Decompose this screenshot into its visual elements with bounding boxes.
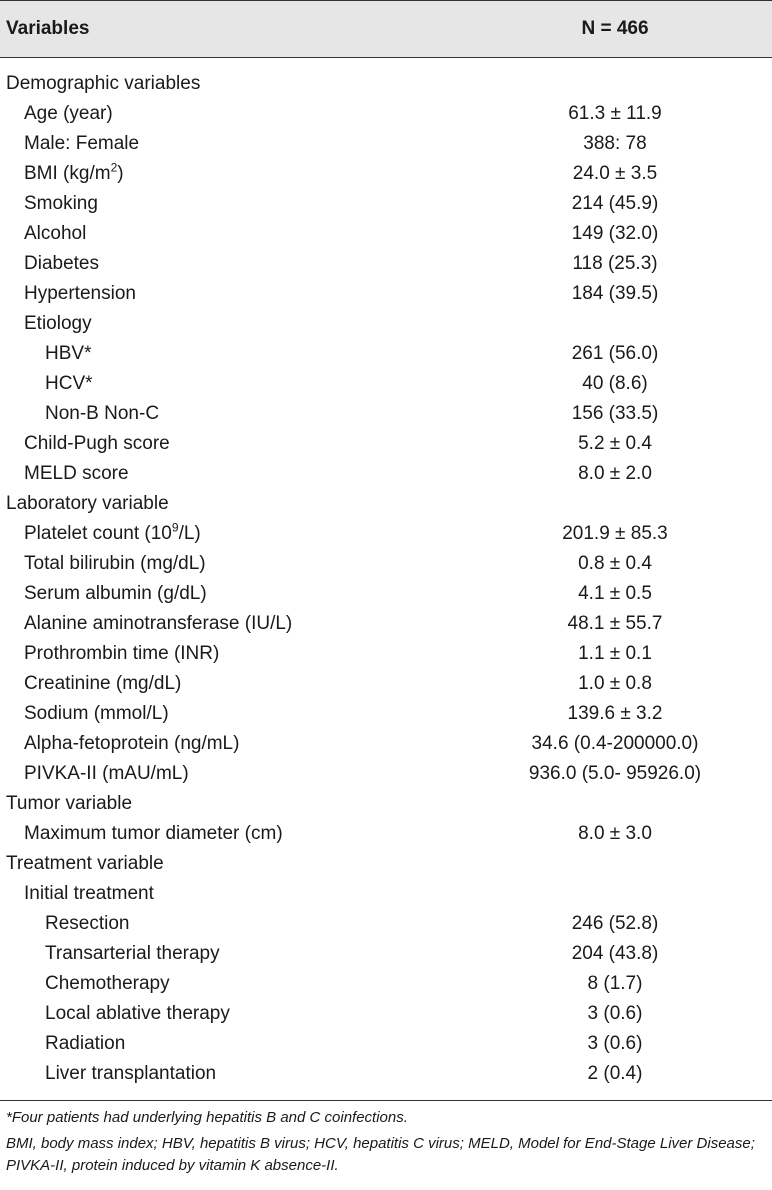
row-value: 246 (52.8) (571, 913, 659, 934)
row-label-text: Treatment variable (6, 853, 164, 874)
table-row (0, 669, 772, 699)
table-row (0, 1059, 772, 1089)
table-row (0, 279, 772, 309)
row-value: 24.0 ± 3.5 (572, 163, 658, 184)
header-variables: Variables (6, 18, 90, 39)
row-label (0, 943, 342, 965)
table-row (0, 1029, 772, 1059)
row-label (0, 973, 342, 995)
table-row (0, 879, 772, 909)
row-value: 0.8 ± 0.4 (578, 553, 652, 574)
row-label-text: BMI (kg/m (24, 163, 111, 184)
row-label (0, 823, 342, 845)
row-label-text: Serum albumin (g/dL) (24, 583, 207, 604)
row-label (0, 193, 342, 215)
row-value: 3 (0.6) (587, 1033, 643, 1054)
row-value: 936.0 (5.0- 95926.0) (528, 763, 702, 784)
row-value: 2 (0.4) (587, 1063, 643, 1084)
row-label-suffix: /L) (178, 523, 201, 544)
row-label (0, 553, 342, 575)
row-label (0, 583, 342, 605)
row-label-text: Prothrombin time (INR) (24, 643, 220, 664)
row-value: 156 (33.5) (571, 403, 659, 424)
row-label-text: Tumor variable (6, 793, 133, 814)
row-label (0, 853, 342, 875)
row-label-text: Liver transplantation (45, 1063, 217, 1084)
table-header (0, 0, 772, 58)
row-label (0, 133, 342, 155)
row-label-text: Smoking (24, 193, 98, 214)
row-label-text: Diabetes (24, 253, 99, 274)
row-label (0, 313, 342, 335)
row-label-text: Age (year) (24, 103, 113, 124)
table-row (0, 339, 772, 369)
row-label (0, 223, 342, 245)
footnote: *Four patients had underlying hepatitis B and C coinfections. (6, 1109, 408, 1126)
row-label-text: Alcohol (24, 223, 87, 244)
row-label (0, 520, 342, 545)
row-label (0, 253, 342, 275)
row-label (0, 160, 342, 185)
row-value: 149 (32.0) (571, 223, 659, 244)
row-label (0, 283, 342, 305)
table-row (0, 579, 772, 609)
table-row (0, 189, 772, 219)
row-value: 8 (1.7) (587, 973, 643, 994)
table-row (0, 249, 772, 279)
table-row (0, 789, 772, 819)
row-label (0, 403, 342, 425)
row-label (0, 433, 342, 455)
table-row (0, 429, 772, 459)
row-label-text: PIVKA-II (mAU/mL) (24, 763, 189, 784)
row-label-text: Laboratory variable (6, 493, 169, 514)
table-row (0, 489, 772, 519)
table-row (0, 399, 772, 429)
row-label (0, 1033, 342, 1055)
table-row (0, 549, 772, 579)
row-value: 214 (45.9) (571, 193, 659, 214)
table-row (0, 609, 772, 639)
row-value: 48.1 ± 55.7 (567, 613, 663, 634)
row-label-text: MELD score (24, 463, 129, 484)
row-label-text: Child-Pugh score (24, 433, 170, 454)
table-body (0, 58, 772, 1089)
row-label-text: Initial treatment (24, 883, 154, 904)
row-label-text: Resection (45, 913, 130, 934)
table-row (0, 969, 772, 999)
row-value: 34.6 (0.4-200000.0) (531, 733, 699, 754)
row-value: 4.1 ± 0.5 (578, 583, 652, 604)
table-row (0, 699, 772, 729)
row-value: 5.2 ± 0.4 (578, 433, 652, 454)
row-label-text: Demographic variables (6, 73, 201, 94)
row-value: 201.9 ± 85.3 (562, 523, 668, 544)
row-label (0, 493, 342, 515)
row-value: 8.0 ± 3.0 (578, 823, 652, 844)
header-n: N = 466 (581, 18, 649, 39)
row-label-text: Chemotherapy (45, 973, 170, 994)
row-label (0, 1003, 342, 1025)
row-label (0, 733, 342, 755)
row-label-superscript: 2 (110, 160, 118, 175)
row-label (0, 373, 342, 395)
table-row (0, 129, 772, 159)
row-value: 261 (56.0) (571, 343, 659, 364)
table-row (0, 369, 772, 399)
row-value: 61.3 ± 11.9 (568, 103, 662, 124)
row-label (0, 1063, 342, 1085)
row-label-text: Non-B Non-C (45, 403, 160, 424)
row-value: 1.0 ± 0.8 (578, 673, 652, 694)
row-label (0, 343, 342, 365)
row-label-text: HCV* (45, 373, 93, 394)
table-row (0, 759, 772, 789)
row-label-text: Alpha-fetoprotein (ng/mL) (24, 733, 240, 754)
row-value: 1.1 ± 0.1 (578, 643, 652, 664)
row-value: 118 (25.3) (572, 253, 658, 274)
table-row (0, 309, 772, 339)
table-row (0, 819, 772, 849)
row-label-text: Sodium (mmol/L) (24, 703, 169, 724)
table-row (0, 69, 772, 99)
row-value: 204 (43.8) (571, 943, 659, 964)
row-label-text: Radiation (45, 1033, 126, 1054)
row-label (0, 613, 342, 635)
table-row (0, 909, 772, 939)
table-row (0, 219, 772, 249)
row-label-text: Male: Female (24, 133, 140, 154)
table-row (0, 639, 772, 669)
row-label (0, 673, 342, 695)
row-label-text: Total bilirubin (mg/dL) (24, 553, 206, 574)
table-row (0, 159, 772, 189)
row-label (0, 913, 342, 935)
row-label (0, 763, 342, 785)
table-row (0, 999, 772, 1029)
row-label-text: Maximum tumor diameter (cm) (24, 823, 283, 844)
table-row (0, 459, 772, 489)
row-label-text: Creatinine (mg/dL) (24, 673, 182, 694)
footnotes (0, 1101, 772, 1177)
table-row (0, 849, 772, 879)
row-label-text: Platelet count (10 (24, 523, 172, 544)
row-value: 388: 78 (583, 133, 647, 154)
row-label-superscript: 9 (171, 520, 179, 535)
row-label (0, 883, 342, 905)
footnote: BMI, body mass index; HBV, hepatitis B virus; HCV, hepatitis C virus; MELD, Model for End-Stage Liver Disease; PIVKA-II, protein induced by vitamin K absence-II. (6, 1135, 755, 1174)
row-label (0, 73, 342, 95)
row-value: 184 (39.5) (571, 283, 659, 304)
row-label-text: Etiology (24, 313, 92, 334)
row-label-text: Transarterial therapy (45, 943, 220, 964)
row-label (0, 643, 342, 665)
row-label-text: Alanine aminotransferase (IU/L) (24, 613, 293, 634)
table-row (0, 729, 772, 759)
table-row (0, 99, 772, 129)
row-value: 8.0 ± 2.0 (578, 463, 652, 484)
row-value: 40 (8.6) (582, 373, 648, 394)
row-value: 139.6 ± 3.2 (567, 703, 663, 724)
table-row (0, 519, 772, 549)
row-value: 3 (0.6) (587, 1003, 643, 1024)
row-label-text: Local ablative therapy (45, 1003, 230, 1024)
row-label-text: Hypertension (24, 283, 136, 304)
row-label (0, 793, 342, 815)
row-label (0, 103, 342, 125)
row-label (0, 463, 342, 485)
row-label (0, 703, 342, 725)
row-label-suffix: ) (117, 163, 124, 184)
table-row (0, 939, 772, 969)
row-label-text: HBV* (45, 343, 92, 364)
